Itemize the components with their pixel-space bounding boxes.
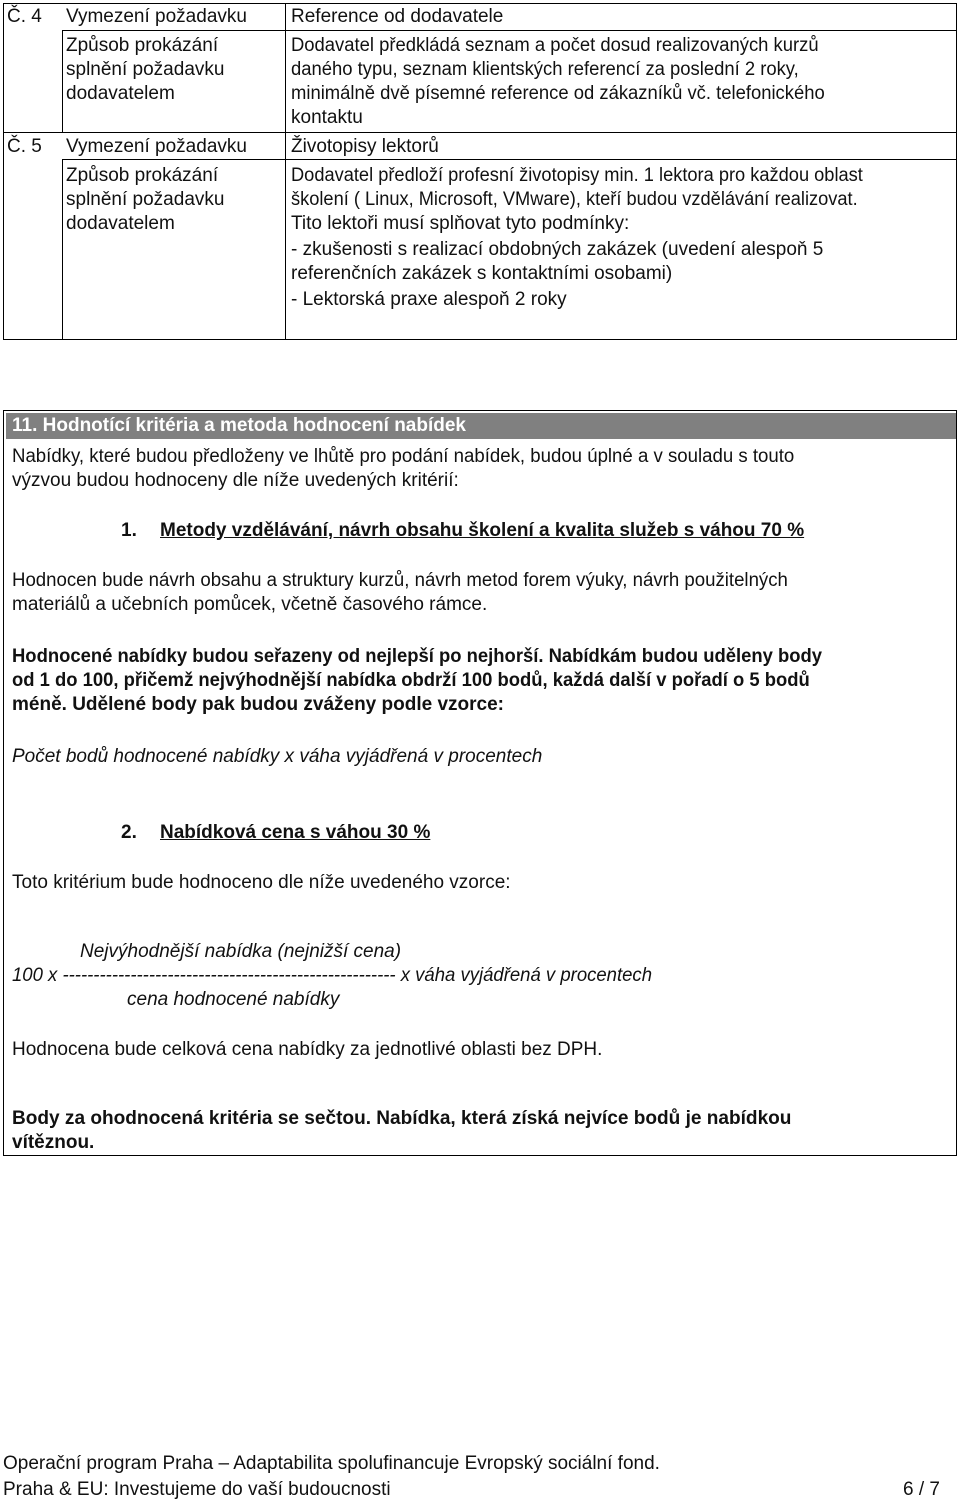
criterion2-note: Hodnocena bude celková cena nabídky za jednotlivé oblasti bez DPH. <box>12 1039 603 1060</box>
section-heading: 11. Hodnotící kritéria a metoda hodnocení nabídek <box>12 415 466 436</box>
conclusion-line: Body za ohodnocená kritéria se sečtou. Nabídka, která získá nejvíce bodů je nabídkou <box>12 1108 792 1129</box>
row2-text-line: - Lektorská praxe alespoň 2 roky <box>291 289 567 310</box>
criterion2-number: 2. <box>121 822 137 843</box>
row2-label-line: dodavatelem <box>66 213 175 234</box>
criterion2-text: Toto kritérium bude hodnoceno dle níže uvedeného vzorce: <box>12 872 511 893</box>
row2-text-line: referenčních zakázek s kontaktními osobami) <box>291 263 673 284</box>
row2-label-line: splnění požadavku <box>66 189 225 210</box>
conclusion-line: vítěznou. <box>12 1132 95 1153</box>
intro-line: Nabídky, které budou předloženy ve lhůtě pro podání nabídek, budou úplné a v souladu s touto <box>12 446 795 467</box>
criterion1-bold-line: méně. Udělené body pak budou zváženy podle vzorce: <box>12 694 504 715</box>
row1-number: Č. 4 <box>7 6 42 27</box>
row1-text-line: Dodavatel předkládá seznam a počet dosud realizovaných kurzů <box>291 35 819 56</box>
criterion1-text-line: Hodnocen bude návrh obsahu a struktury kurzů, návrh metod forem výuky, návrh použitelných <box>12 570 788 591</box>
formula-denominator: cena hodnocené nabídky <box>127 989 340 1010</box>
intro-line: výzvou budou hodnoceny dle níže uvedených kritérií: <box>12 470 459 491</box>
criterion1-number: 1. <box>121 520 137 541</box>
footer-page-number: 6 / 7 <box>903 1479 940 1500</box>
row2-label-line: Způsob prokázání <box>66 165 219 186</box>
row1-text-line: minimálně dvě písemné reference od zákazníků vč. telefonického <box>291 83 825 104</box>
criterion1-bold-line: Hodnocené nabídky budou seřazeny od nejlepší po nejhorší. Nabídkám budou uděleny body <box>12 646 823 667</box>
row1-label-line: Způsob prokázání <box>66 35 219 56</box>
criterion2-title: Nabídková cena s váhou 30 % <box>160 822 431 843</box>
formula-middle: 100 x ------------------------------------------------------ x váha vyjádřená v procentech <box>12 965 653 986</box>
row1-label-line: splnění požadavku <box>66 59 225 80</box>
row2-text-line: - zkušenosti s realizací obdobných zakázek (uvedení alespoň 5 <box>291 239 824 260</box>
footer-slogan: Praha & EU: Investujeme do vaší budoucnosti <box>3 1479 391 1500</box>
row2-heading: Vymezení požadavku <box>66 136 247 157</box>
row2-text-line: Tito lektoři musí splňovat tyto podmínky: <box>291 213 630 234</box>
criterion1-bold-line: od 1 do 100, přičemž nejvýhodnější nabídka obdrží 100 bodů, každá další v pořadí o 5 bodů <box>12 670 810 691</box>
row2-text-line: školení ( Linux, Microsoft, VMware), kteří budou vzdělávání realizovat. <box>291 189 858 210</box>
row1-text-line: kontaktu <box>291 107 363 128</box>
row1-value: Reference od dodavatele <box>291 6 504 27</box>
row2-number: Č. 5 <box>7 136 42 157</box>
criterion1-text-line: materiálů a učebních pomůcek, včetně časového rámce. <box>12 594 488 615</box>
section-heading-bar <box>6 413 956 439</box>
criterion1-formula: Počet bodů hodnocené nabídky x váha vyjádřená v procentech <box>12 746 543 767</box>
row2-value: Životopisy lektorů <box>291 136 439 157</box>
row1-label-line: dodavatelem <box>66 83 175 104</box>
row1-heading: Vymezení požadavku <box>66 6 247 27</box>
formula-numerator: Nejvýhodnější nabídka (nejnižší cena) <box>80 941 402 962</box>
footer-program: Operační program Praha – Adaptabilita spolufinancuje Evropský sociální fond. <box>3 1453 660 1474</box>
row1-text-line: daného typu, seznam klientských referencí za poslední 2 roky, <box>291 59 799 80</box>
row2-text-line: Dodavatel předloží profesní životopisy min. 1 lektora pro každou oblast <box>291 165 863 186</box>
criterion1-title: Metody vzdělávání, návrh obsahu školení a kvalita služeb s váhou 70 % <box>160 520 805 541</box>
